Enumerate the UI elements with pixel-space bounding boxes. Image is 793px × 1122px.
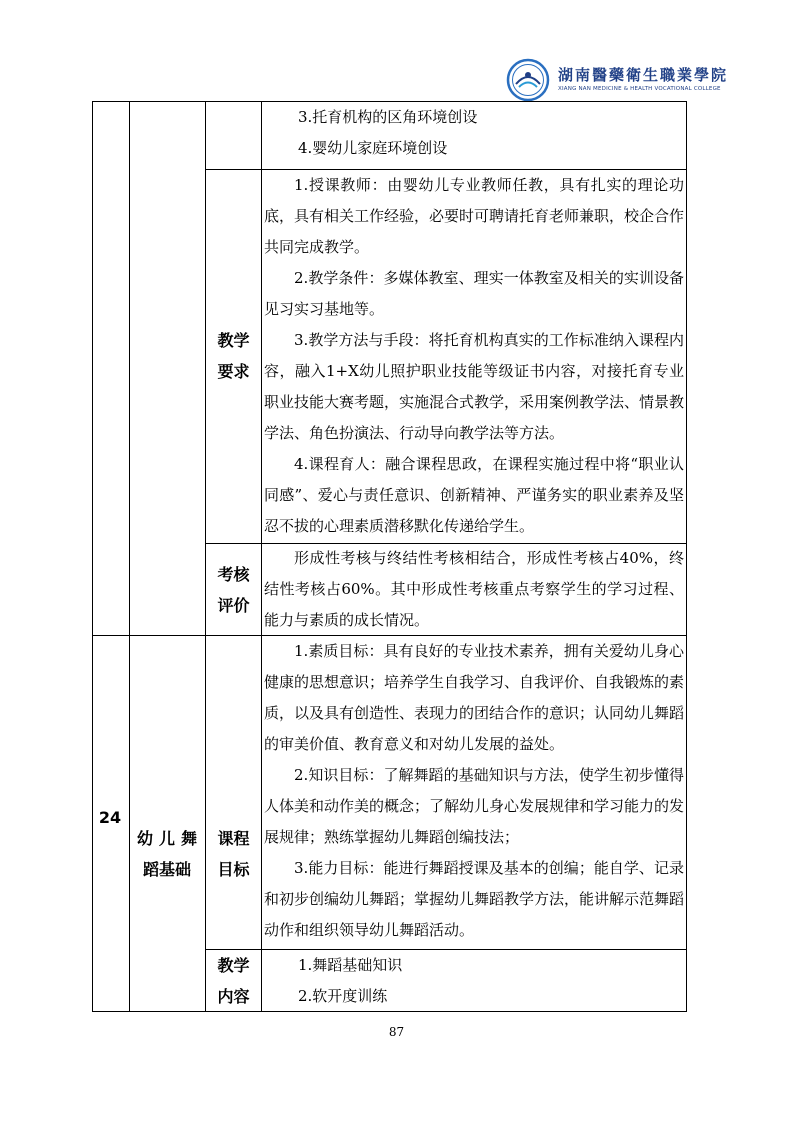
college-name-cn: 湖南醫藥衛生職業學院 (558, 66, 729, 84)
college-logo (506, 58, 729, 106)
assessment-label: 考核 评价 (217, 565, 250, 615)
requirement-paragraph: 3.教学方法与手段：将托育机构真实的工作标准纳入课程内容，融入1+X幼儿照护职业技能等级证书内容，对接托育专业职业技能大赛考题，实施混合式教学，采用案例教学法、情景教学法、角色扮演法、行动导向教学法等方法。 (264, 331, 685, 442)
college-seal-icon (506, 58, 550, 102)
page-number: 87 (388, 1025, 405, 1039)
column-divider (129, 101, 130, 1012)
course-objectives-label: 课程 目标 (217, 829, 250, 879)
column-divider (261, 101, 262, 1012)
requirement-paragraph: 4.课程育人：融合课程思政，在课程实施过程中将“职业认同感”、爱心与责任意识、创新精神、严谨务实的职业素养及坚忍不拔的心理素质潜移默化传递给学生。 (264, 455, 684, 535)
objective-paragraph: 3.能力目标：能进行舞蹈授课及基本的创编；能自学、记录和初步创编幼儿舞蹈；掌握幼儿舞蹈教学方法，能讲解示范舞蹈动作和组织领导幼儿舞蹈活动。 (264, 859, 685, 939)
course-name: 幼儿舞 蹈基础 (137, 829, 197, 879)
column-divider (205, 101, 206, 1012)
content-item: 3.托育机构的区角环境创设 (298, 108, 478, 126)
teaching-requirements-label: 教学 要求 (217, 331, 250, 381)
objective-paragraph: 1.素质目标：具有良好的专业技术素养，拥有关爱幼儿身心健康的思想意识；培养学生自我学习、自我评价、自我锻炼的素质，以及具有创造性、表现力的团结合作的意识；认同幼儿舞蹈的审美价值、教育意义和对幼儿发展的益处。 (264, 642, 685, 753)
course-number: 24 (98, 808, 122, 827)
assessment-paragraph: 形成性考核与终结性考核相结合，形成性考核占40%，终结性考核占60%。其中形成性考核重点考察学生的学习过程、能力与素质的成长情况。 (264, 549, 684, 629)
college-name-en: XIANG NAN MEDICINE & HEALTH VOCATIONAL COLLEGE (558, 86, 721, 92)
table-bottom-border (92, 1011, 686, 1012)
requirement-paragraph: 1.授课教师：由婴幼儿专业教师任教，具有扎实的理论功底，具有相关工作经验，必要时可聘请托育老师兼职，校企合作共同完成教学。 (264, 176, 685, 256)
objective-paragraph: 2.知识目标：了解舞蹈的基础知识与方法，使学生初步懂得人体美和动作美的概念；了解幼儿身心发展规律和学习能力的发展规律；熟练掌握幼儿舞蹈创编技法； (264, 766, 685, 846)
row-divider (205, 949, 686, 950)
content-item: 2.软开度训练 (298, 987, 388, 1005)
table-left-border (92, 101, 93, 1012)
content-item: 4.婴幼儿家庭环境创设 (298, 139, 448, 157)
requirement-paragraph: 2.教学条件：多媒体教室、理实一体教室及相关的实训设备见习实习基地等。 (264, 269, 684, 318)
teaching-content-label: 教学 内容 (217, 956, 250, 1006)
table-right-border (686, 101, 687, 1012)
content-item: 1.舞蹈基础知识 (298, 956, 403, 974)
